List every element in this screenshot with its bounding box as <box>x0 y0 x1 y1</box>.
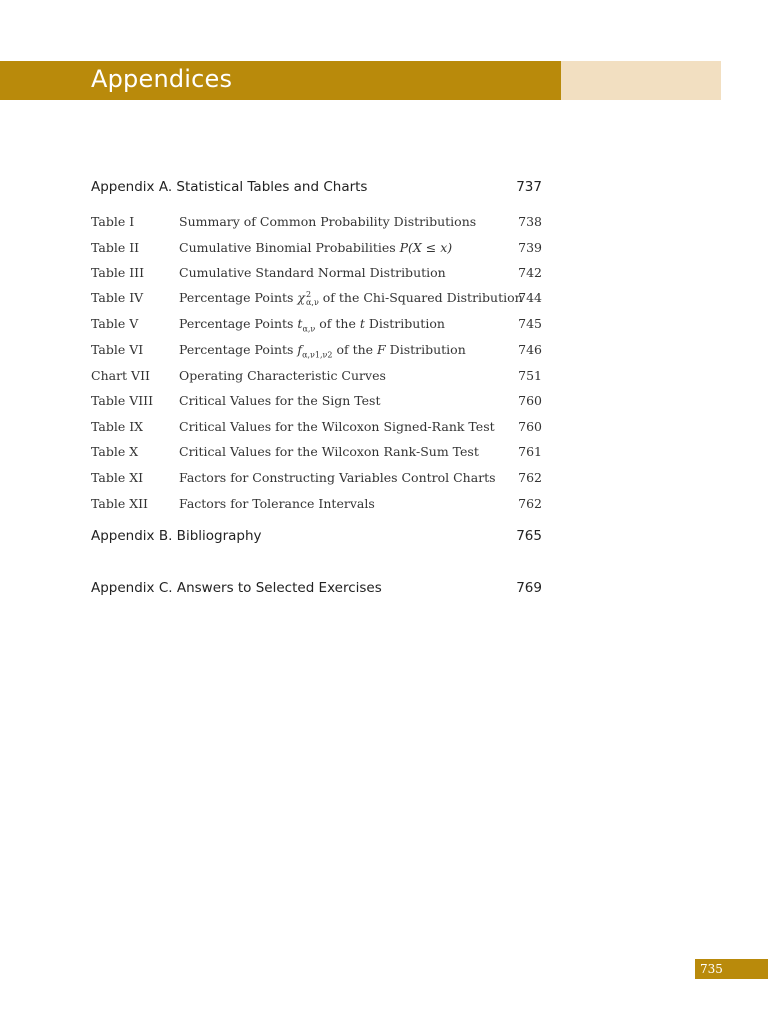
appendix-page: 765 <box>516 528 542 544</box>
toc-row-table-i[interactable] <box>91 214 542 234</box>
table-title <box>179 316 445 334</box>
title-text: Distribution <box>364 316 445 331</box>
toc-row-table-xii[interactable] <box>91 496 542 516</box>
title-text: of the Chi-Squared Distribution <box>318 290 523 305</box>
appendix-a-entry[interactable] <box>91 179 542 201</box>
appendix-page: 769 <box>516 580 542 596</box>
subscript: α,ν <box>306 297 319 307</box>
table-title: Factors for Tolerance Intervals <box>179 496 375 511</box>
appendix-label: Appendix A. Statistical Tables and Charts <box>91 179 368 195</box>
chi-symbol: χ <box>297 290 305 305</box>
table-page: 760 <box>518 419 542 434</box>
table-page: 739 <box>518 240 542 255</box>
table-title <box>179 342 466 360</box>
toc-row-chart-vii[interactable] <box>91 368 542 388</box>
table-id: Table XII <box>91 496 148 511</box>
toc-row-table-iii[interactable] <box>91 265 542 285</box>
table-title <box>179 290 523 307</box>
appendix-label: Appendix C. Answers to Selected Exercises <box>91 580 382 596</box>
table-page: 745 <box>518 316 542 331</box>
header-bar <box>0 61 561 100</box>
math-expression: P(X ≤ x) <box>399 240 453 255</box>
title-text: Percentage Points <box>179 342 298 357</box>
title-text: Percentage Points <box>179 316 298 331</box>
t-symbol: t <box>359 316 365 331</box>
table-id: Table X <box>91 444 139 459</box>
table-id: Table III <box>91 265 145 280</box>
table-id: Table VI <box>91 342 144 357</box>
table-page: 751 <box>518 368 542 383</box>
table-title <box>179 240 452 255</box>
f-symbol: F <box>377 342 386 357</box>
toc-row-table-ii[interactable] <box>91 240 542 260</box>
subscript: α,ν1,ν2 <box>302 350 333 360</box>
t-symbol: t <box>297 316 303 331</box>
table-title: Critical Values for the Wilcoxon Rank-Sum Test <box>179 444 479 459</box>
table-page: 744 <box>518 290 542 305</box>
appendix-label: Appendix B. Bibliography <box>91 528 262 544</box>
toc-row-table-iv[interactable] <box>91 290 542 310</box>
table-page: 742 <box>518 265 542 280</box>
toc-row-table-xi[interactable] <box>91 470 542 490</box>
toc-row-table-x[interactable] <box>91 444 542 464</box>
toc-row-table-ix[interactable] <box>91 419 542 439</box>
table-id: Chart VII <box>91 368 150 383</box>
table-id: Table V <box>91 316 139 331</box>
title-text: of the <box>332 342 378 357</box>
symbol-scripts <box>306 291 319 307</box>
page-number: 735 <box>700 962 723 976</box>
page-title: Appendices <box>91 65 233 93</box>
superscript: 2 <box>306 289 312 299</box>
table-id: Table I <box>91 214 135 229</box>
table-page: 738 <box>518 214 542 229</box>
appendix-page: 737 <box>516 179 542 195</box>
table-id: Table IV <box>91 290 144 305</box>
table-title: Critical Values for the Sign Test <box>179 393 381 408</box>
table-title: Factors for Constructing Variables Control Charts <box>179 470 496 485</box>
table-id: Table II <box>91 240 140 255</box>
table-title: Cumulative Standard Normal Distribution <box>179 265 446 280</box>
subscript: α,ν <box>302 324 316 334</box>
table-title: Summary of Common Probability Distributions <box>179 214 477 229</box>
appendix-c-entry[interactable] <box>91 580 542 602</box>
toc-row-table-vi[interactable] <box>91 342 542 362</box>
table-page: 762 <box>518 496 542 511</box>
toc-row-table-v[interactable] <box>91 316 542 336</box>
table-title: Critical Values for the Wilcoxon Signed-Rank Test <box>179 419 495 434</box>
toc-row-table-viii[interactable] <box>91 393 542 413</box>
table-page: 746 <box>518 342 542 357</box>
page-number-badge <box>695 959 768 979</box>
title-text: Percentage Points <box>179 290 298 305</box>
table-id: Table IX <box>91 419 144 434</box>
table-page: 761 <box>518 444 542 459</box>
f-symbol: f <box>297 342 303 357</box>
header-bar-tail <box>561 61 721 100</box>
table-id: Table VIII <box>91 393 154 408</box>
title-text: Distribution <box>385 342 466 357</box>
appendix-b-entry[interactable] <box>91 528 542 550</box>
title-text: of the <box>315 316 360 331</box>
table-id: Table XI <box>91 470 144 485</box>
title-text: Cumulative Binomial Probabilities <box>179 240 400 255</box>
table-page: 760 <box>518 393 542 408</box>
table-title: Operating Characteristic Curves <box>179 368 386 383</box>
table-page: 762 <box>518 470 542 485</box>
